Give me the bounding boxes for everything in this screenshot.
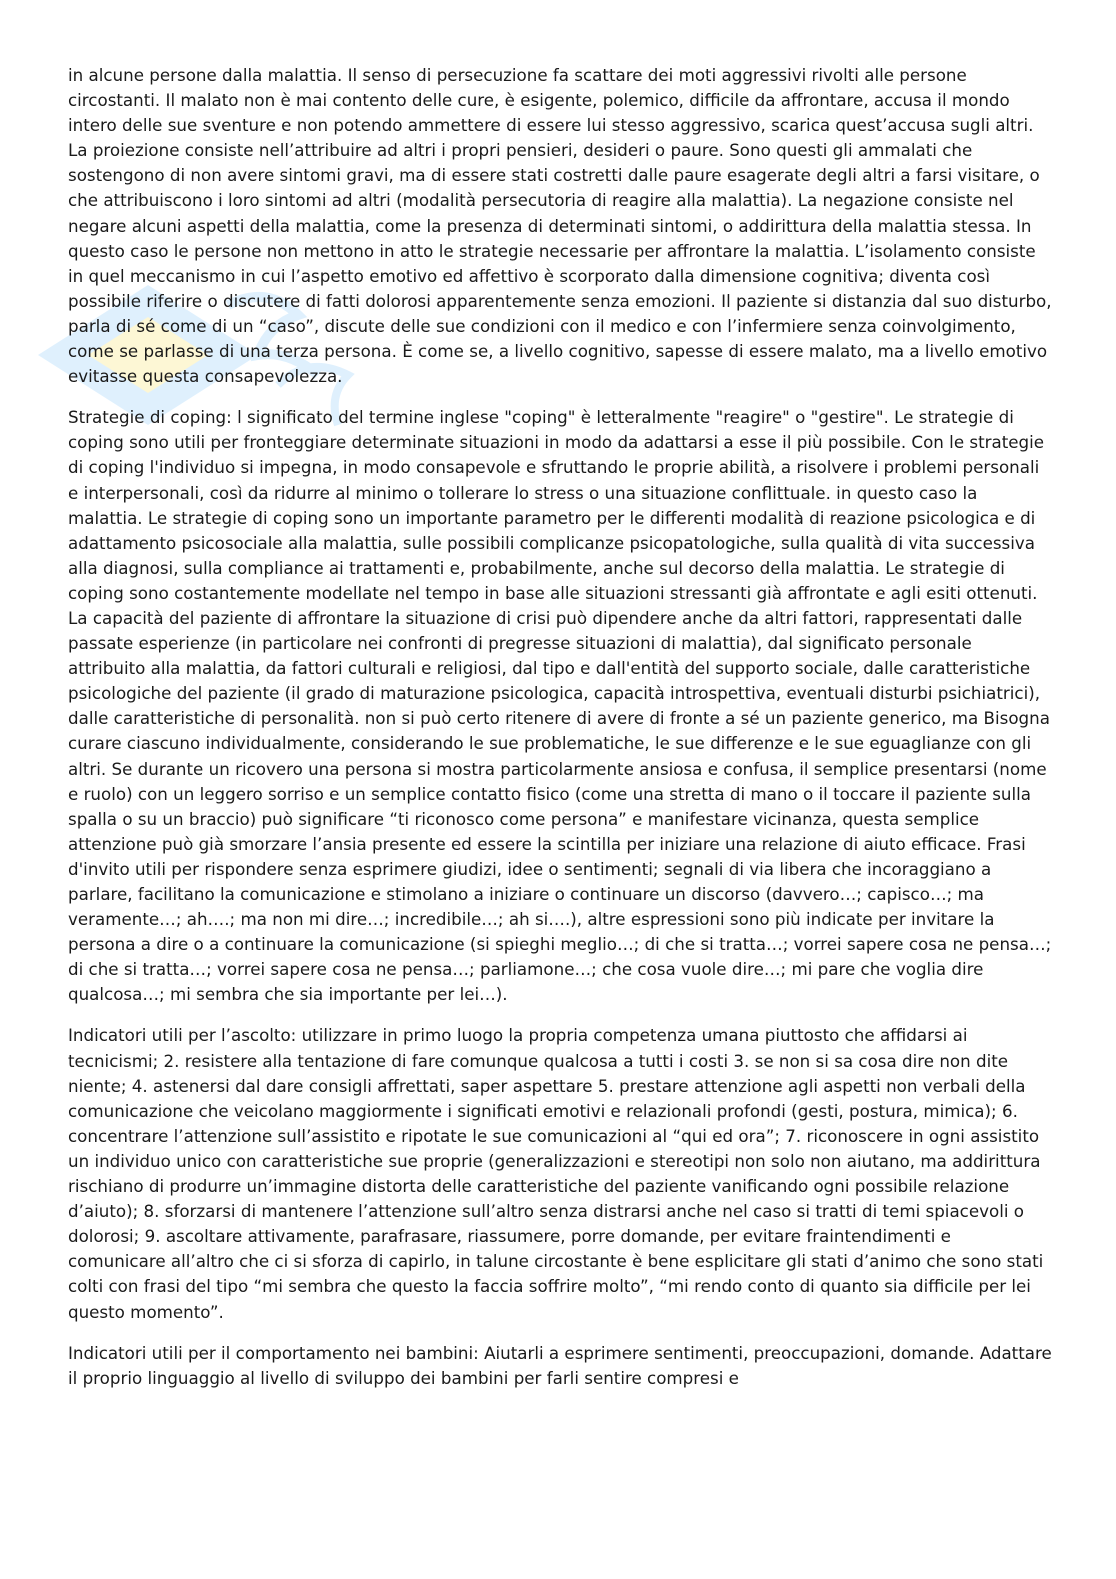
paragraph-children-indicators: Indicatori utili per il comportamento nei bambini: Aiutarli a esprimere sentimenti, preoccupazioni, domande. Adattare il proprio linguaggio al livello di sviluppo dei bambini per farli sentire compresi e: [68, 1342, 1052, 1388]
paragraph-listening-indicators: Indicatori utili per l’ascolto: utilizzare in primo luogo la propria competenza umana piuttosto che affidarsi ai tecnicismi; 2. resistere alla tentazione di fare comunque qualcosa a tutti i costi 3. se non si sa cosa dire non dite niente; 4. astenersi dal dare consigli affrettati, saper aspettare 5. prestare attenzione agli aspetti non verbali della comunicazione che veicolano maggiormente i significati emotivi e relazionali profondi (gesti, postura, mimica); 6. concentrare l’attenzione sull’assistito e ripotate le sue comunicazioni al “qui ed ora”; 7. riconoscere in ogni assistito un individuo unico con caratteristiche sue proprie (generalizzazioni e stereotipi non solo non aiutano, ma addirittura rischiano di produrre un’immagine distorta delle caratteristiche del paziente vanificando ogni possibile relazione d’aiuto); 8. sforzarsi di mantenere l’attenzione sull’altro senza distrarsi anche nel caso si tratti di temi spiacevoli o dolorosi; 9. ascoltare attivamente, parafrasare, riassumere, porre domande, per evitare fraintendimenti e comunicare all’altro che ci si sforza di capirlo, in talune circostante è bene esplicitare gli stati d’animo che sono stati colti con frasi del tipo “mi sembra che questo la faccia soffrire molto”, “mi rendo conto di quanto sia difficile per lei questo momento”.: [68, 1025, 1044, 1322]
paragraph-defense-mechanisms: in alcune persone dalla malattia. Il senso di persecuzione fa scattare dei moti aggressivi rivolti alle persone circostanti. Il malato non è mai contento delle cure, è esigente, polemico, difficile da affrontare, accusa il mondo intero delle sue sventure e non potendo ammettere di essere lui stesso aggressivo, scarica quest’accusa sugli altri. La proiezione consiste nell’attribuire ad altri i propri pensieri, desideri o paure. Sono questi gli ammalati che sostengono di non avere sintomi gravi, ma di essere stati costretti dalle paure esagerate degli altri a farsi visitare, o che attribuiscono i loro sintomi ad altri (modalità persecutoria di reagire alla malattia). La negazione consiste nel negare alcuni aspetti della malattia, come la presenza di determinati sintomi, o addirittura della malattia stessa. In questo caso le persone non mettono in atto le strategie necessarie per affrontare la malattia. L’isolamento consiste in quel meccanismo in cui l’aspetto emotivo ed affettivo è scorporato dalla dimensione cognitiva; diventa così possibile riferire o discutere di fatti dolorosi apparentemente senza emozioni. Il paziente si distanzia dal suo disturbo, parla di sé come di un “caso”, discute delle sue condizioni con il medico e con l’infermiere senza coinvolgimento, come se parlasse di una terza persona. È come se, a livello cognitivo, sapesse di essere malato, ma a livello emotivo evitasse questa consapevolezza.: [68, 65, 1052, 387]
paragraph-coping-strategies: Strategie di coping: l significato del termine inglese "coping" è letteralmente "reagire" o "gestire". Le strategie di coping sono utili per fronteggiare determinate situazioni in modo da adattarsi a esse il più possibile. Con le strategie di coping l'individuo si impegna, in modo consapevole e sfruttando le proprie abilità, a risolvere i problemi personali e interpersonali, così da ridurre al minimo o tollerare lo stress o una situazione conflittuale. in questo caso la malattia. Le strategie di coping sono un importante parametro per le differenti modalità di reazione psicologica e di adattamento psicosociale alla malattia, sulle possibili complicanze psicopatologiche, sulla qualità di vita successiva alla diagnosi, sulla compliance ai trattamenti e, probabilmente, anche sul decorso della malattia. Le strategie di coping sono costantemente modellate nel tempo in base alle situazioni stressanti già affrontate e agli esiti ottenuti. La capacità del paziente di affrontare la situazione di crisi può dipendere anche da altri fattori, rappresentati dalle passate esperienze (in particolare nei confronti di pregresse situazioni di malattia), dal significato personale attribuito alla malattia, da fattori culturali e religiosi, dal tipo e dall'entità del supporto sociale, dalle caratteristiche psicologiche del paziente (il grado di maturazione psicologica, capacità introspettiva, eventuali disturbi psichiatrici), dalle caratteristiche di personalità. non si può certo ritenere di avere di fronte a sé un paziente generico, ma Bisogna curare ciascuno individualmente, considerando le sue problematiche, le sue differenze e le sue eguaglianze con gli altri. Se durante un ricovero una persona si mostra particolarmente ansiosa e confusa, il semplice presentarsi (nome e ruolo) con un leggero sorriso e un semplice contatto fisico (come una stretta di mano o il toccare il paziente sulla spalla o su un braccio) può significare “ti riconosco come persona” e manifestare vicinanza, questa semplice attenzione può già smorzare l’ansia presente ed essere la scintilla per iniziare una relazione di aiuto efficace. Frasi d'invito utili per rispondere senza esprimere giudizi, idee o sentimenti; segnali di via libera che incoraggiano a parlare, facilitano la comunicazione e stimolano a iniziare o continuare un discorso (davvero…; capisco…; ma veramente…; ah….; ma non mi dire…; incredibile…; ah si….), altre espressioni sono più indicate per invitare la persona a dire o a continuare la comunicazione (si spieghi meglio…; di che si tratta…; vorrei sapere cosa ne pensa…; di che si tratta…; vorrei sapere cosa ne pensa…; parliamone…; che cosa vuole dire…; mi pare che voglia dire qualcosa…; mi sembra che sia importante per lei…).: [68, 407, 1052, 1005]
document-body: [68, 63, 1053, 1407]
